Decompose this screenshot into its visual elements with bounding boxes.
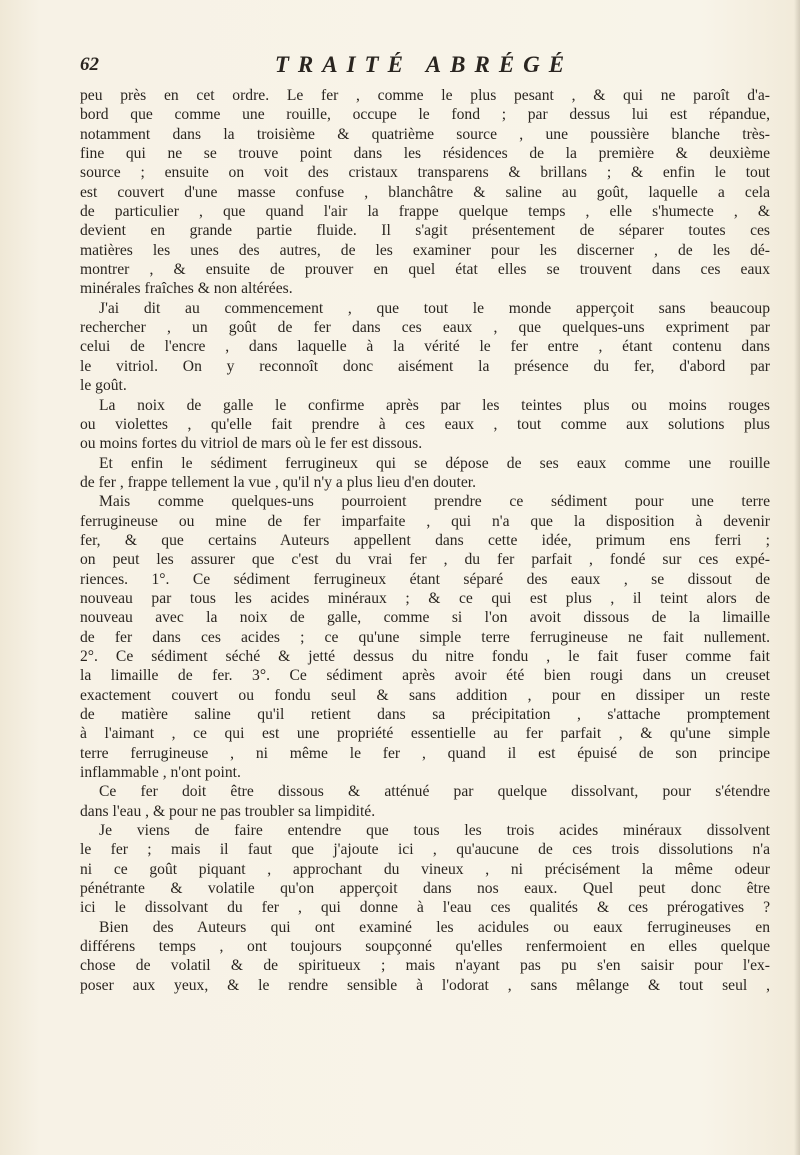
- text-line: le vitriol. On y reconnoît donc aisément la présence du fer, d'abord par: [80, 357, 770, 375]
- text-line: bord que comme une rouille, occupe le fond ; par dessus lui est répandue,: [80, 106, 770, 124]
- text-line: ferrugineuse ou mine de fer imparfaite , qui n'a que la disposition à devenir: [80, 512, 770, 530]
- text-line: devient en grande partie fluide. Il s'agit présentement de séparer toutes ces: [80, 222, 770, 240]
- text-line: nouveau par tous les acides minéraux ; & ce qui est plus , il teint alors de: [80, 589, 770, 607]
- text-line: peu près en cet ordre. Le fer , comme le plus pesant , & qui ne paroît d'a-: [80, 87, 770, 104]
- text-line: exactement couvert ou fondu seul & sans addition , pour en dissiper un reste: [80, 686, 770, 704]
- text-line: de fer , frappe tellement la vue , qu'il n'y a plus lieu d'en douter.: [80, 473, 476, 491]
- text-line: minérales fraîches & non altérées.: [80, 280, 293, 298]
- text-line: celui de l'encre , dans laquelle à la vérité le fer entre , étant contenu dans: [80, 338, 770, 356]
- text-line: dans l'eau , & pour ne pas troubler sa limpidité.: [80, 802, 376, 820]
- text-line: Bien des Auteurs qui ont examiné les acidules ou eaux ferrugineuses en: [99, 918, 770, 936]
- text-line: poser aux yeux, & le rendre sensible à l'odorat , sans mêlange & tout seul ,: [80, 976, 770, 994]
- text-line: de particulier , que quand l'air la frappe quelque temps , elle s'humecte , &: [80, 203, 770, 221]
- text-line: J'ai dit au commencement , que tout le monde apperçoit sans beaucoup: [99, 299, 770, 317]
- text-line: matières les unes des autres, de les examiner pour les discerner , de les dé-: [80, 241, 770, 259]
- text-line: ni ce goût piquant , approchant du vineux , ni précisément la même odeur: [80, 860, 770, 878]
- text-line: est couvert d'une masse confuse , blanchâtre & saline au goût, laquelle a cela: [80, 183, 770, 201]
- page-header: [80, 52, 768, 80]
- text-line: Ce fer doit être dissous & atténué par quelque dissolvant, pour s'étendre: [99, 783, 770, 801]
- text-line: chose de volatil & de spiritueux ; mais n'ayant pas pu s'en saisir pour l'ex-: [80, 957, 770, 975]
- text-line: de fer dans ces acides ; ce qu'une simple terre ferrugineuse ne fait nullement.: [80, 628, 770, 646]
- text-line: Mais comme quelques-uns pourroient prendre ce sédiment pour une terre: [99, 493, 770, 511]
- text-line: riences. 1°. Ce sédiment ferrugineux étant séparé des eaux , se dissout de: [80, 570, 770, 588]
- text-line: 2°. Ce sédiment séché & jetté dessus du nitre fondu , le fait fuser comme fait: [80, 647, 770, 665]
- text-line: Je viens de faire entendre que tous les trois acides minéraux dissolvent: [99, 822, 770, 840]
- text-line: Et enfin le sédiment ferrugineux qui se dépose de ses eaux comme une rouille: [99, 454, 770, 472]
- text-line: source ; ensuite on voit des cristaux transparens & brillans ; & enfin le tout: [80, 164, 770, 182]
- page-number: 62: [80, 54, 99, 75]
- text-line: fer, & que certains Auteurs appellent dans cette idée, primum ens ferri ;: [80, 531, 770, 549]
- text-line: terre ferrugineuse , ni même le fer , quand il est épuisé de son principe: [80, 744, 770, 762]
- text-line: à l'aimant , ce qui est une propriété essentielle au fer parfait , & qu'une simple: [80, 725, 770, 743]
- text-line: de matière saline qu'il retient dans sa précipitation , s'attache promptement: [80, 706, 770, 723]
- text-line: inflammable , n'ont point.: [80, 764, 241, 782]
- page-edge-shadow: [794, 0, 800, 1155]
- text-line: notamment dans la troisième & quatrième source , une poussière blanche très-: [80, 125, 770, 143]
- text-line: La noix de galle le confirme après par les teintes plus ou moins rouges: [99, 396, 770, 414]
- text-line: le fer ; mais il faut que j'ajoute ici , qu'aucune de ces trois dissolutions n'a: [80, 841, 770, 859]
- running-title: TRAITÉ ABRÉGÉ: [274, 52, 574, 77]
- text-line: ou moins fortes du vitriol de mars où le fer est dissous.: [80, 435, 423, 453]
- text-line: la limaille de fer. 3°. Ce sédiment après avoir été bien rougi dans un creuset: [80, 667, 770, 685]
- text-line: on peut les assurer que c'est du vrai fer , du fer parfait , fondé sur ces expé-: [80, 551, 770, 569]
- text-line: rechercher , un goût de fer dans ces eaux , que quelques-uns expriment par: [80, 319, 770, 337]
- text-line: pénétrante & volatile qu'on apperçoit dans nos eaux. Quel peut donc être: [80, 880, 770, 898]
- text-line: ou violettes , qu'elle fait prendre à ces eaux , tout comme aux solutions plus: [80, 415, 770, 433]
- text-line: nouveau avec la noix de galle, comme si l'on avoit dissous de la limaille: [80, 609, 770, 627]
- text-line: différens temps , ont toujours soupçonné qu'elles renfermoient en elles quelque: [80, 938, 770, 956]
- text-line: fine qui ne se trouve point dans les résidences de la première & deuxième: [80, 145, 770, 163]
- text-line: montrer , & ensuite de prouver en quel état elles se trouvent dans ces eaux: [80, 261, 770, 279]
- text-line: ici le dissolvant du fer , qui donne à l'eau ces qualités & ces prérogatives ?: [80, 899, 770, 917]
- body-text: [80, 86, 770, 995]
- text-line: le goût.: [80, 377, 127, 395]
